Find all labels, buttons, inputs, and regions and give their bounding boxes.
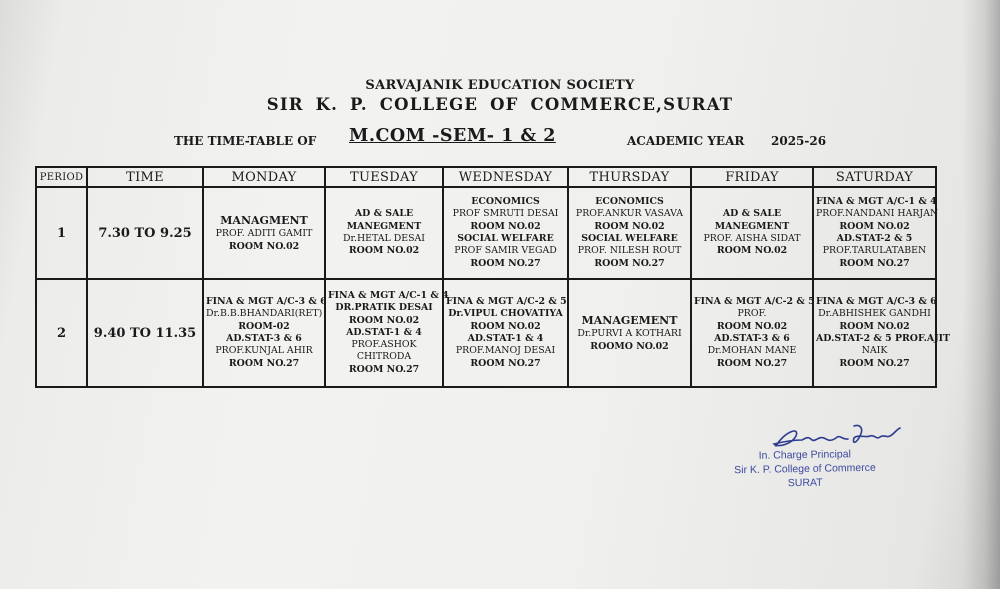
subject: FINA & MGT A/C-3 & 6 xyxy=(206,296,327,308)
faculty: DR.PRATIK DESAI xyxy=(335,302,433,314)
subject: MANEGMENT xyxy=(346,220,422,232)
schedule-cell xyxy=(203,279,325,387)
room: ROOM NO.27 xyxy=(470,357,541,369)
subject: FINA & MGT A/C-3 & 6 xyxy=(816,296,937,308)
room: ROOM NO.02 xyxy=(228,240,300,252)
schedule-cell xyxy=(691,279,813,387)
faculty: PROF. NILESH ROUT xyxy=(577,245,682,257)
principal-stamp xyxy=(700,446,911,492)
schedule-cell xyxy=(203,187,325,279)
subject: MANAGMENT xyxy=(220,214,308,228)
subject: ECONOMICS xyxy=(471,196,540,208)
room: ROOM NO.02 xyxy=(470,220,541,232)
schedule-cell xyxy=(568,279,691,387)
faculty: PROF.KUNJAL AHIR xyxy=(215,345,313,357)
time-cell: 9.40 TO 11.35 xyxy=(87,279,203,387)
room: ROOM NO.27 xyxy=(348,363,420,375)
table-row xyxy=(36,279,936,387)
subject: AD.STAT-3 & 6 xyxy=(714,333,790,344)
faculty: PROF.MANOJ DESAI xyxy=(455,345,556,357)
schedule-cell xyxy=(325,279,449,387)
col-header-tuesday: TUESDAY xyxy=(325,167,443,187)
time-cell: 7.30 TO 9.25 xyxy=(87,187,203,279)
col-header-friday: FRIDAY xyxy=(691,167,813,187)
faculty: PROF. ADITI GAMIT xyxy=(215,228,313,240)
stamp-college: Sir K. P. College of Commerce xyxy=(734,461,876,477)
faculty: NAIK xyxy=(861,345,888,357)
stamp-city: SURAT xyxy=(787,476,823,490)
room: ROOM NO.02 xyxy=(348,314,420,326)
room: ROOM NO.27 xyxy=(839,257,910,269)
faculty: PROF. xyxy=(737,308,767,320)
subject: AD.STAT-2 & 5 PROF.AJIT xyxy=(816,333,950,344)
room: ROOM NO.02 xyxy=(839,220,910,232)
subject: MANEGMENT xyxy=(714,220,790,232)
room: ROOM NO.02 xyxy=(470,320,541,332)
subject: SOCIAL WELFARE xyxy=(581,233,678,244)
period-cell: 2 xyxy=(36,279,87,387)
faculty: PROF SMRUTI DESAI xyxy=(452,208,559,220)
society-name: SARVAJANIK EDUCATION SOCIETY xyxy=(365,78,635,93)
subject: FINA & MGT A/C-1 & 4 xyxy=(328,289,449,301)
schedule-cell xyxy=(568,187,691,279)
faculty: Dr.PURVI A KOTHARI xyxy=(577,328,682,340)
subject: AD.STAT-3 & 6 xyxy=(226,333,302,344)
faculty: Dr.B.B.BHANDARI(RET) xyxy=(206,308,323,320)
room: ROOM NO.27 xyxy=(839,357,910,369)
room: ROOM-02 xyxy=(238,320,290,332)
room: ROOMO NO.02 xyxy=(590,340,669,352)
subject: FINA & MGT A/C-2 & 5 xyxy=(446,296,567,308)
faculty: CHITRODA xyxy=(356,351,412,363)
col-header-saturday: SATURDAY xyxy=(813,167,936,187)
subject: AD & SALE xyxy=(354,208,414,220)
faculty: Dr.VIPUL CHOVATIYA xyxy=(448,308,563,320)
col-header-monday: MONDAY xyxy=(203,167,325,187)
faculty: PROF. AISHA SIDAT xyxy=(703,233,801,244)
table-row xyxy=(36,187,936,279)
faculty: Dr.ABHISHEK GANDHI xyxy=(818,308,931,320)
timetable-table xyxy=(35,166,950,388)
subject: FINA & MGT A/C-1 & 4 xyxy=(816,196,937,208)
faculty: Dr.MOHAN MANE xyxy=(707,345,797,357)
room: ROOM NO.02 xyxy=(839,320,910,332)
room: ROOM NO.02 xyxy=(348,245,420,257)
subject: FINA & MGT A/C-2 & 5 xyxy=(694,296,815,308)
stamp-title: In. Charge Principal xyxy=(758,448,851,462)
faculty: PROF.ASHOK xyxy=(351,339,417,351)
room: ROOM NO.02 xyxy=(716,245,788,257)
college-name: SIR K. P. COLLEGE OF COMMERCE,SURAT xyxy=(266,95,734,114)
faculty: PROF.NANDANI HARJAN xyxy=(816,208,939,220)
subject: AD.STAT-2 & 5 xyxy=(836,233,913,244)
subject: AD.STAT-1 & 4 xyxy=(467,333,544,344)
academic-year-value: 2025-26 xyxy=(771,134,827,148)
period-cell: 1 xyxy=(36,187,87,279)
schedule-cell xyxy=(325,187,443,279)
col-header-thursday: THURSDAY xyxy=(568,167,691,187)
schedule-cell xyxy=(691,187,813,279)
room: ROOM NO.02 xyxy=(594,220,665,232)
table-header-row xyxy=(36,167,936,187)
col-header-period: PERIOD xyxy=(36,167,87,187)
subject: AD.STAT-1 & 4 xyxy=(346,326,422,338)
room: ROOM NO.02 xyxy=(716,320,788,332)
schedule-cell xyxy=(443,187,568,279)
schedule-cell xyxy=(813,279,950,387)
schedule-cell xyxy=(813,187,939,279)
subject: MANAGEMENT xyxy=(581,314,678,328)
room: ROOM NO.27 xyxy=(716,357,788,369)
room: ROOM NO.27 xyxy=(228,357,300,369)
subject: SOCIAL WELFARE xyxy=(457,233,554,244)
subject: AD & SALE xyxy=(722,208,782,220)
faculty: PROF.ANKUR VASAVA xyxy=(575,208,684,220)
room: ROOM NO.27 xyxy=(594,257,665,269)
faculty: Dr.HETAL DESAI xyxy=(343,233,425,244)
col-header-wednesday: WEDNESDAY xyxy=(443,167,568,187)
timetable-label: THE TIME-TABLE OF xyxy=(174,134,317,148)
faculty: PROF SAMIR VEGAD xyxy=(454,245,557,257)
course-title: M.COM -SEM- 1 & 2 xyxy=(349,126,556,146)
subject: ECONOMICS xyxy=(595,196,664,208)
academic-year-label: ACADEMIC YEAR xyxy=(627,134,745,148)
col-header-time: TIME xyxy=(87,167,203,187)
room: ROOM NO.27 xyxy=(470,257,541,269)
schedule-cell xyxy=(443,279,568,387)
faculty: PROF.TARULATABEN xyxy=(822,245,927,257)
